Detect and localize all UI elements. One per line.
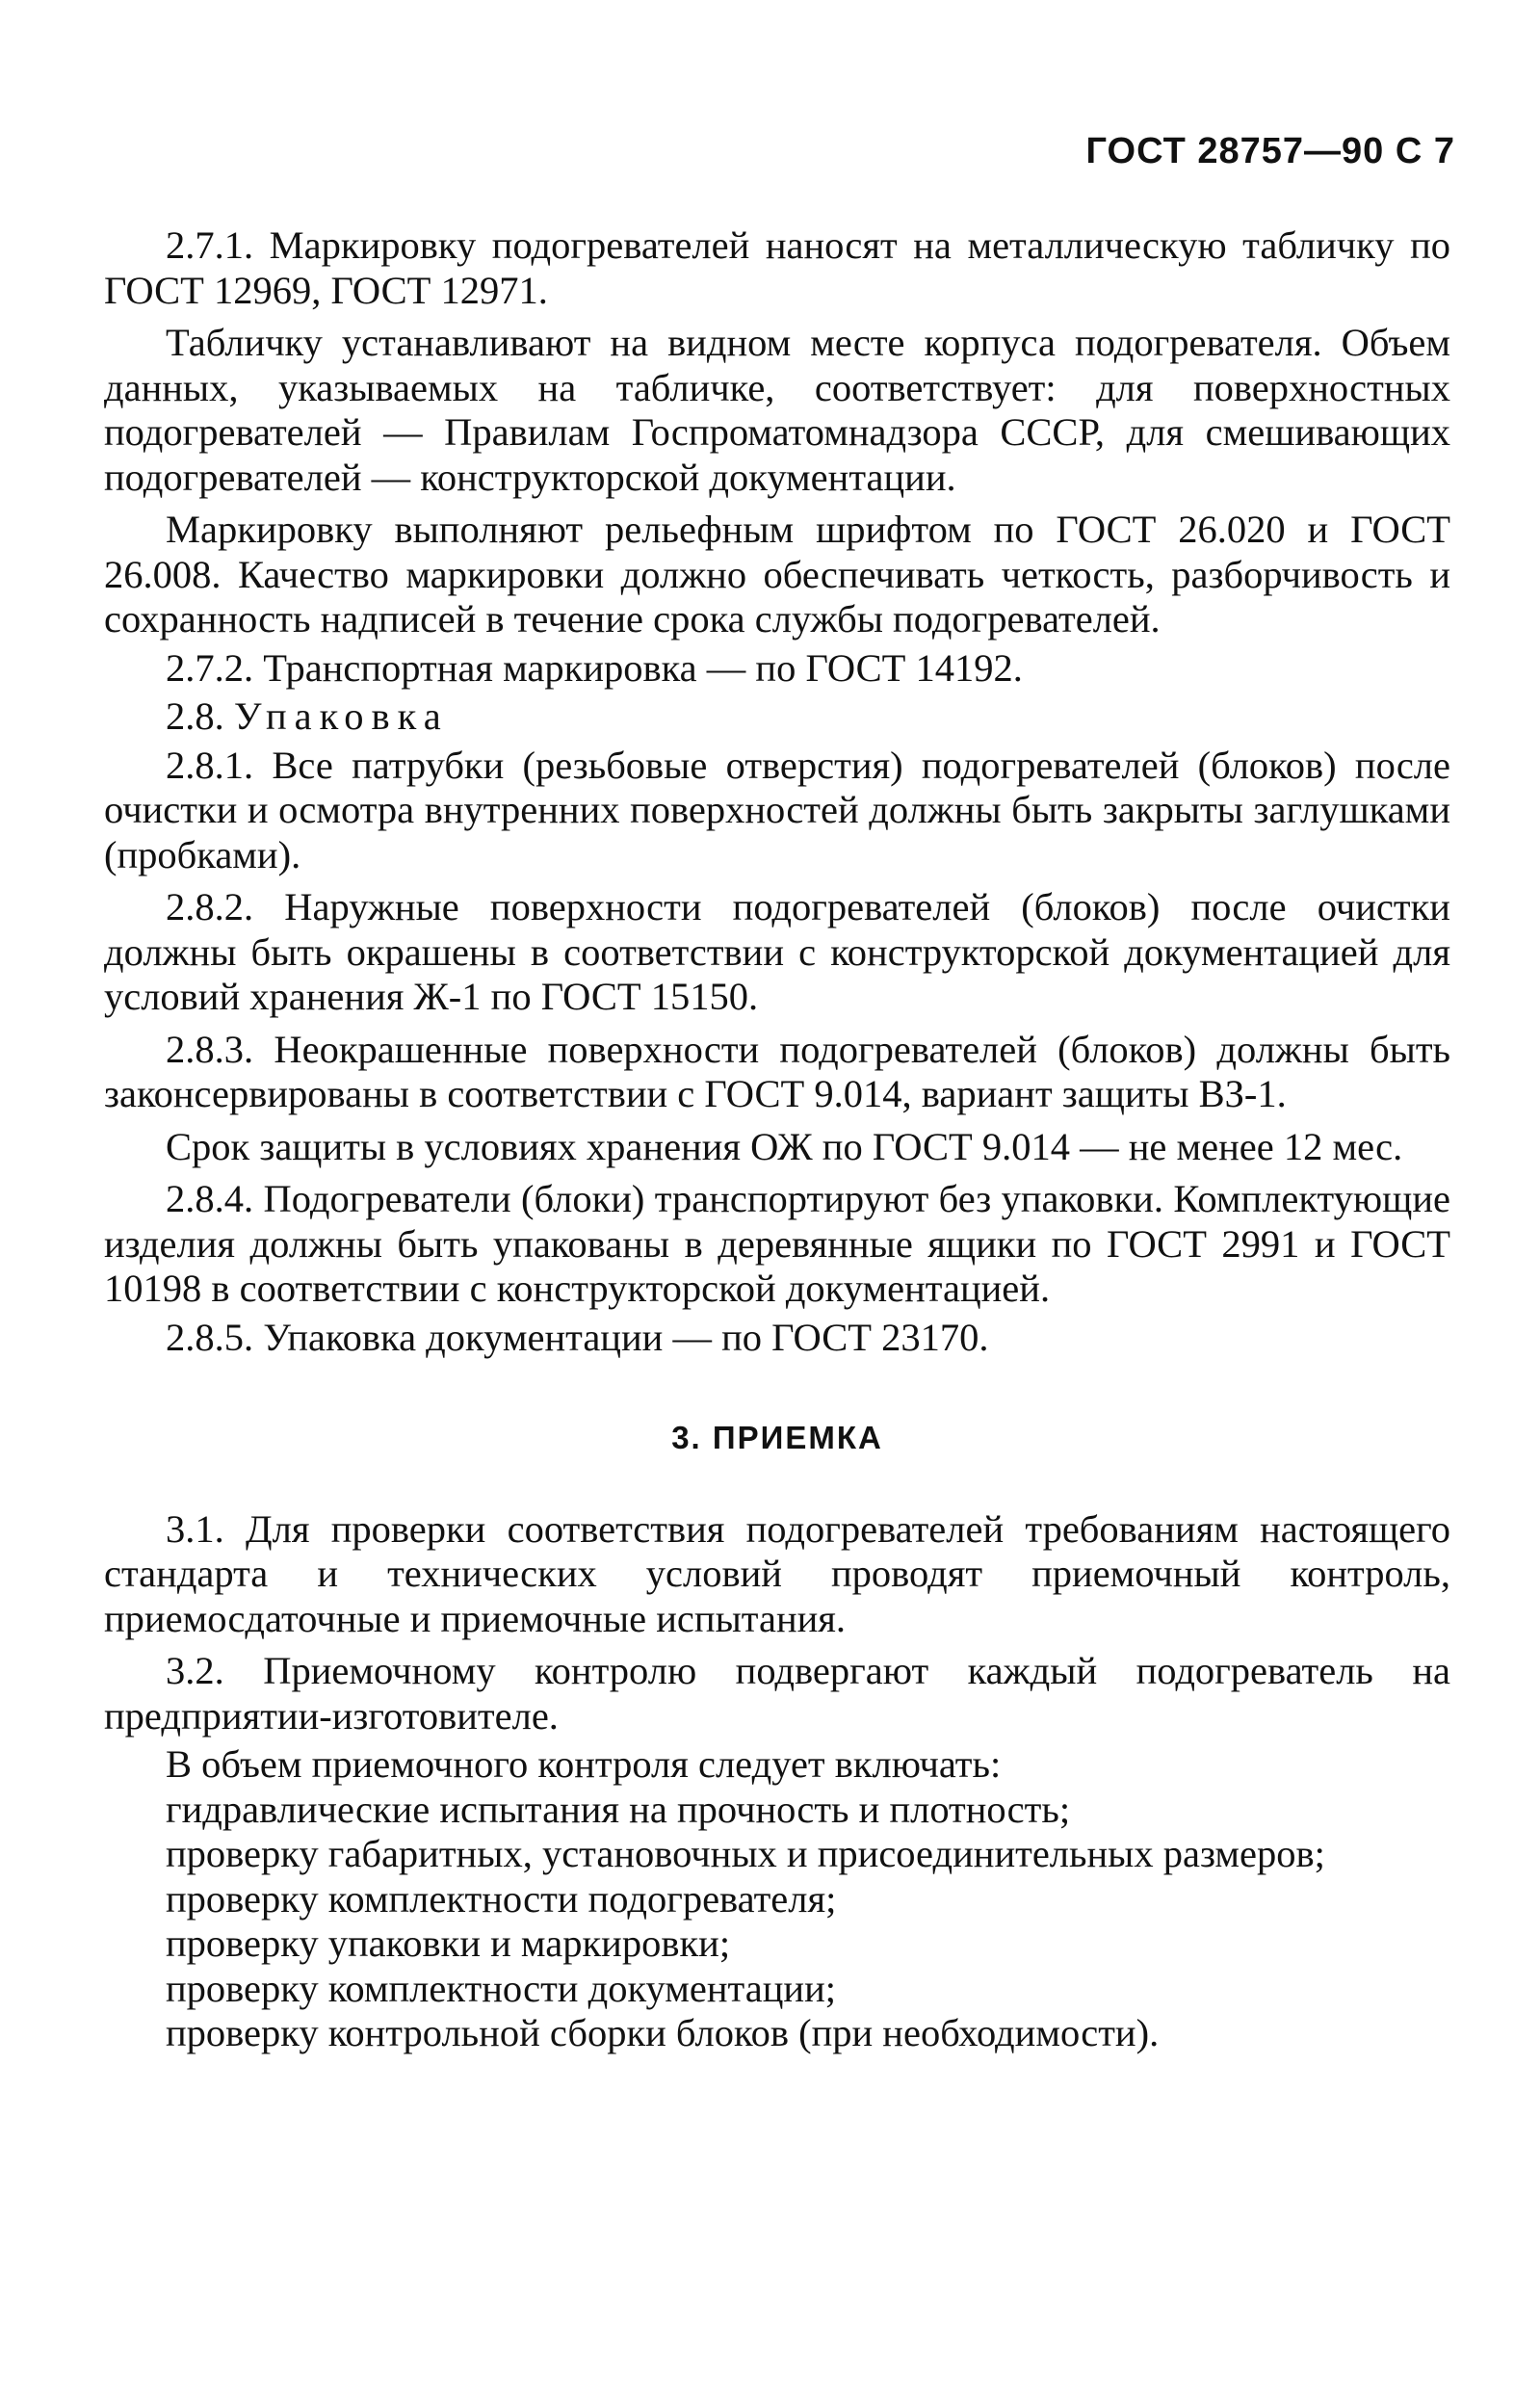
paragraph-control-scope: В объем приемочного контроля следует включать: xyxy=(166,1742,1002,1786)
list-item: проверку упаковки и маркировки; xyxy=(166,1921,731,1965)
subsection-2-8-title xyxy=(104,694,1450,740)
subsection-number: 2.8. xyxy=(166,694,224,738)
list-item: проверку комплектности подогревателя; xyxy=(166,1876,837,1921)
paragraph-3-1: 3.1. Для проверки соответствия подогревателей требованиям настоящего стандарта и технических условий проводят приемочный контроль, приемосдаточные и приемочные испытания. xyxy=(104,1506,1450,1640)
paragraph-2-7-1: 2.7.1. Маркировку подогревателей наносят на металлическую табличку по ГОСТ 12969, ГОСТ 12971. xyxy=(104,223,1450,312)
list-item: проверку габаритных, установочных и присоединительных размеров; xyxy=(166,1832,1325,1875)
document-body xyxy=(104,223,1450,2056)
paragraph-2-8-3: 2.8.3. Неокрашенные поверхности подогревателей (блоков) должны быть законсервированы в соответствии с ГОСТ 9.014, вариант защиты ВЗ-1. xyxy=(104,1027,1450,1115)
list-item: проверку контрольной сборки блоков (при необходимости). xyxy=(166,2011,1160,2054)
control-scope-list xyxy=(104,1788,1450,2056)
paragraph-2-8-1: 2.8.1. Все патрубки (резьбовые отверстия) подогревателей (блоков) после очистки и осмотра внутренних поверхностей должны быть закрыты заглушками (пробками). xyxy=(104,743,1450,876)
paragraph-2-8-5: 2.8.5. Упаковка документации — по ГОСТ 23170. xyxy=(166,1315,989,1359)
paragraph-marking-font: Маркировку выполняют рельефным шрифтом по ГОСТ 26.020 и ГОСТ 26.008. Качество маркировки должно обеспечивать четкость, разборчивость и сохранность надписей в течение срока службы подогревателей. xyxy=(104,508,1450,640)
paragraph-plate-placement: Табличку устанавливают на видном месте корпуса подогревателя. Объем данных, указываемых на табличке, соответствует: для поверхностных подогревателей — Правилам Госпроматомнадзора СССР, для смешивающих подогревателей — конструкторской документации. xyxy=(104,321,1450,499)
section-3-heading: 3. ПРИЕМКА xyxy=(671,1420,883,1455)
list-item: гидравлические испытания на прочность и плотность; xyxy=(166,1787,1071,1831)
paragraph-3-2: 3.2. Приемочному контролю подвергают каждый подогреватель на предприятии-изготовителе. xyxy=(104,1649,1450,1738)
paragraph-protection-term: Срок защиты в условиях хранения ОЖ по ГОСТ 9.014 — не менее 12 мес. xyxy=(166,1124,1403,1168)
paragraph-2-8-4: 2.8.4. Подогреватели (блоки) транспортируют без упаковки. Комплектующие изделия должны быть упакованы в деревянные ящики по ГОСТ 2991 и ГОСТ 10198 в соответствии с конструкторской документацией. xyxy=(104,1177,1450,1310)
paragraph-2-7-2: 2.7.2. Транспортная маркировка — по ГОСТ 14192. xyxy=(166,645,1023,690)
list-item: проверку комплектности документации; xyxy=(166,1966,836,2010)
paragraph-2-8-2: 2.8.2. Наружные поверхности подогревателей (блоков) после очистки должны быть окрашены в соответствии с конструкторской документацией для условий хранения Ж-1 по ГОСТ 15150. xyxy=(104,885,1450,1018)
running-header: ГОСТ 28757—90 С 7 xyxy=(1085,131,1455,171)
subsection-title-spaced: Упаковка xyxy=(233,694,449,738)
